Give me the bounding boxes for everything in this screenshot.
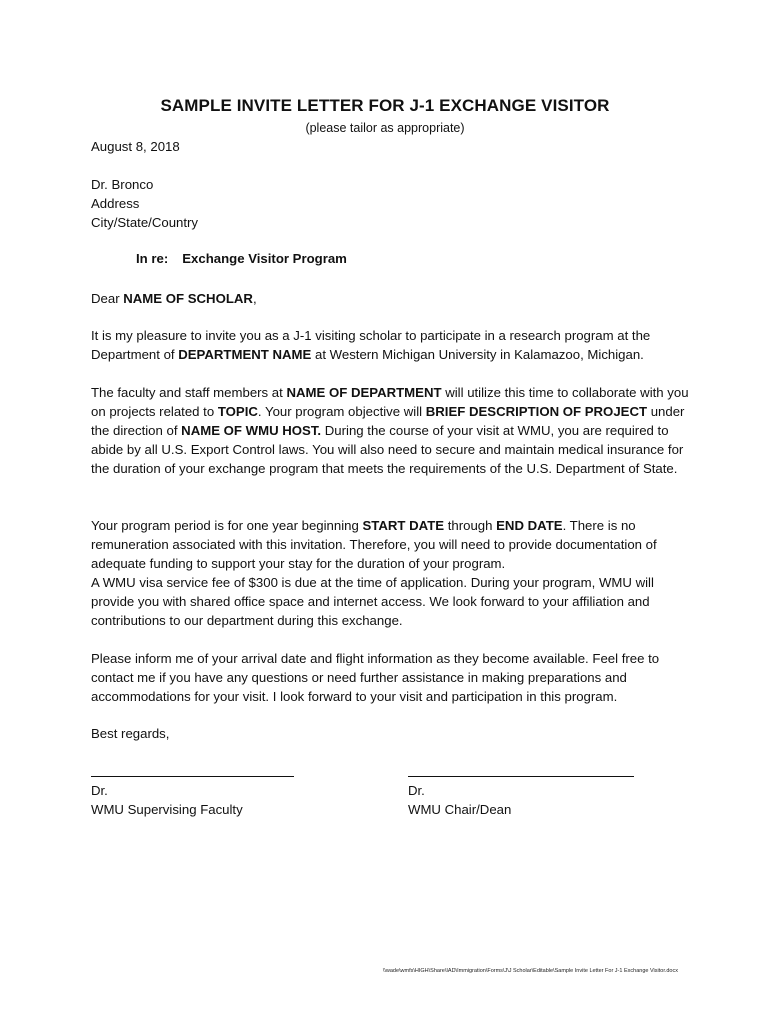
letter-title: SAMPLE INVITE LETTER FOR J-1 EXCHANGE VISITOR bbox=[160, 96, 610, 115]
paragraph-text: Your program period is for one year beginning bbox=[91, 518, 363, 533]
paragraph-text: . There is no remuneration associated with this invitation. Therefore, you will need to provide documentation of adequate funding to support your stay for the duration of your program. bbox=[91, 518, 657, 571]
signature-title: Dr. bbox=[91, 783, 108, 798]
signature-role: WMU Supervising Faculty bbox=[91, 802, 243, 817]
paragraph-program-period bbox=[91, 516, 691, 630]
subject-label: In re: bbox=[136, 251, 169, 266]
salutation bbox=[91, 289, 691, 308]
letter-date: August 8, 2018 bbox=[91, 139, 180, 154]
paragraph-invitation bbox=[91, 326, 691, 364]
signature-title: Dr. bbox=[408, 783, 425, 798]
department-name-placeholder: NAME OF DEPARTMENT bbox=[286, 385, 442, 400]
signature-line-left bbox=[91, 776, 294, 777]
host-name-placeholder: NAME OF WMU HOST. bbox=[181, 423, 322, 438]
paragraph-collaboration bbox=[91, 383, 691, 478]
salutation-suffix: , bbox=[252, 291, 257, 306]
signature-role: WMU Chair/Dean bbox=[408, 802, 512, 817]
paragraph-text: will utilize this time to collaborate with you on projects related to bbox=[91, 385, 689, 419]
topic-placeholder: TOPIC bbox=[217, 404, 258, 419]
paragraph-text: A WMU visa service fee of $300 is due at the time of application. During your program, WMU will provide you with shared office space and internet access. We look forward to your affiliation and contributions to our department during this exchange. bbox=[91, 575, 654, 628]
subject-line bbox=[136, 251, 347, 266]
scholar-name-placeholder: NAME OF SCHOLAR bbox=[123, 291, 253, 306]
address-line: City/State/Country bbox=[91, 215, 199, 230]
paragraph-text: at Western Michigan University in Kalamazoo, Michigan. bbox=[311, 347, 644, 362]
signature-block-faculty bbox=[91, 781, 243, 819]
paragraph-text: During the course of your visit at WMU, you are required to abide by all U.S. Export Control laws. You will also need to secure and maintain medical insurance for the duration of your exchange program that meets the requirements of the U.S. Department of State. bbox=[91, 423, 684, 476]
paragraph-closing-info: Please inform me of your arrival date and flight information as they become available. Feel free to contact me if you have any questions or need further assistance in making preparations and accommodations for your visit. I look forward to your visit and participation in this program. bbox=[91, 651, 660, 704]
letter-subtitle: (please tailor as appropriate) bbox=[305, 121, 465, 135]
start-date-placeholder: START DATE bbox=[362, 518, 445, 533]
footer-file-path: \\wade\wmfs\HIGH\Share\IAD\Immigration\Forms\J\J Scholar\Editable\Sample Invite Letter For J-1 Exchange Visitor.docx bbox=[382, 968, 678, 974]
end-date-placeholder: END DATE bbox=[496, 518, 563, 533]
address-line: Dr. Bronco bbox=[91, 177, 154, 192]
paragraph-text: It is my pleasure to invite you as a J-1 visiting scholar to participate in a research program at the Department of bbox=[91, 328, 651, 362]
subject-text: Exchange Visitor Program bbox=[182, 251, 347, 266]
paragraph-text: The faculty and staff members at bbox=[91, 385, 287, 400]
paragraph-text: under the direction of bbox=[91, 404, 685, 438]
closing: Best regards, bbox=[91, 726, 170, 741]
salutation-prefix: Dear bbox=[91, 291, 124, 306]
paragraph-text: through bbox=[444, 518, 497, 533]
signature-line-right bbox=[408, 776, 634, 777]
address-line: Address bbox=[91, 196, 140, 211]
recipient-address bbox=[91, 175, 691, 232]
paragraph-text: . Your program objective will bbox=[257, 404, 426, 419]
signature-block-chair bbox=[408, 781, 511, 819]
department-placeholder: DEPARTMENT NAME bbox=[178, 347, 312, 362]
project-description-placeholder: BRIEF DESCRIPTION OF PROJECT bbox=[425, 404, 648, 419]
